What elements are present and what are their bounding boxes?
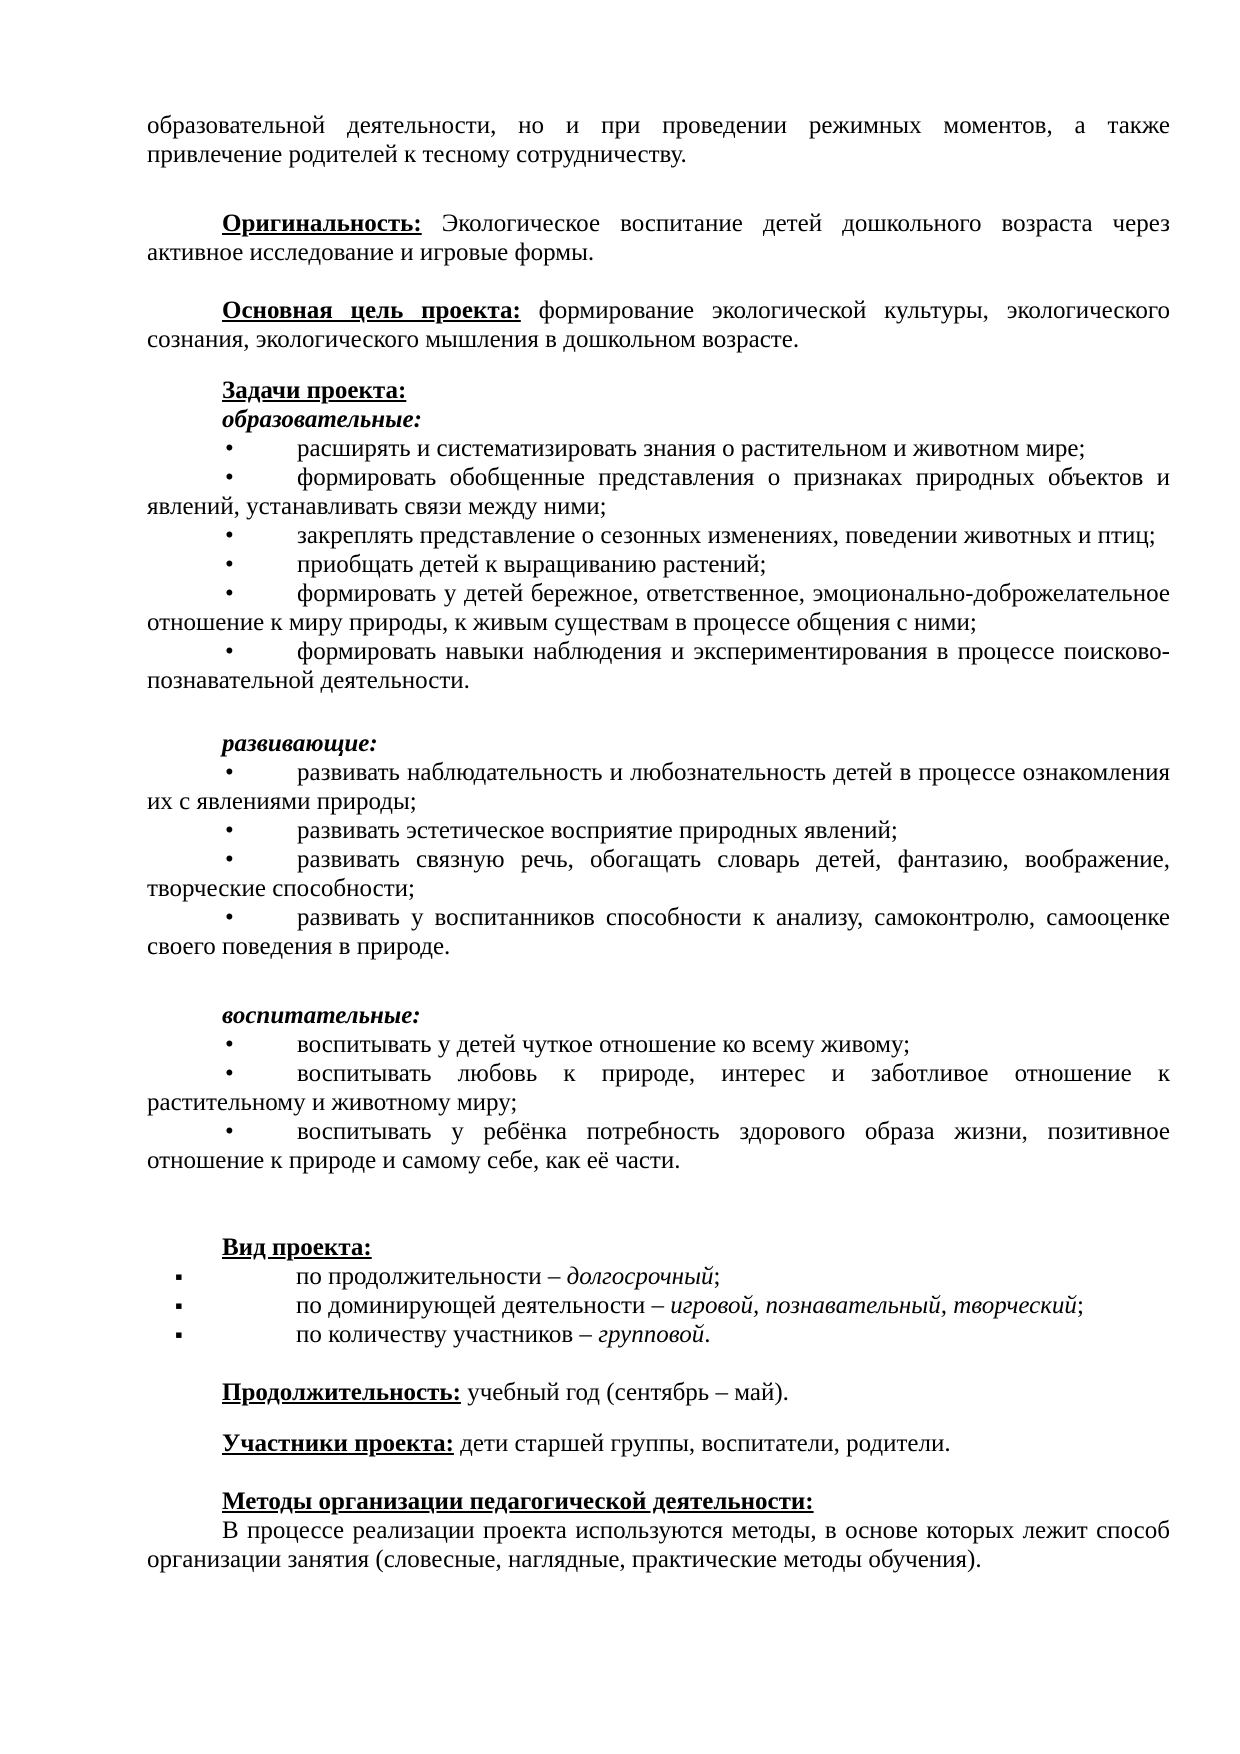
duration-paragraph [147,1378,1170,1407]
methods-paragraph: В процессе реализации проекта используются методы, в основе которых лежит способ организации занятия (словесные, наглядные, практические методы обучения). [147,1517,1170,1573]
task-item: • закреплять представление о сезонных изменениях, поведении животных и птиц; [225,522,1156,549]
project-type-heading: Вид проекта: [222,1234,372,1261]
task-item: • развивать эстетическое восприятие природных явлений; [225,817,898,844]
bullet-icon: • [225,904,234,931]
bullet-icon: • [225,817,234,844]
bullet-icon: • [225,522,234,549]
methods-heading: Методы организации педагогической деятельности: [222,1488,814,1515]
square-bullet-icon: ▪ [175,1264,183,1289]
participants-text: дети старшей группы, воспитатели, родители. [453,1430,951,1457]
bullet-icon: • [225,435,234,462]
duration-text: учебный год (сентябрь – май). [460,1379,789,1406]
main-goal-paragraph [147,296,1170,354]
task-item: • развивать связную речь, обогащать словарь детей, фантазию, воображение, творческие способности; [147,846,1170,902]
task-item: • формировать обобщенные представления о признаках природных объектов и явлений, устанавливать связи между ними; [147,464,1170,520]
originality-text: Экологическое воспитание детей дошкольного возраста через активное исследование и игровые формы. [147,210,1170,266]
originality-paragraph [147,209,1170,267]
bullet-icon: • [225,464,234,491]
task-item: • формировать у детей бережное, ответственное, эмоционально-доброжелательное отношение к миру природы, к живым существам в процессе общения с ними; [147,580,1170,636]
square-bullet-icon: ▪ [175,1293,183,1318]
bullet-icon: • [225,1118,234,1145]
task-item: • формировать навыки наблюдения и экспериментирования в процессе поисково-познавательной деятельности. [147,638,1170,694]
project-type-item: ▪ по доминирующей деятельности – игровой, познавательный, творческий; [175,1292,1084,1319]
bullet-icon: • [225,846,234,873]
task-item: • расширять и систематизировать знания о растительном и животном мире; [225,435,1086,462]
task-item: • развивать у воспитанников способности к анализу, самоконтролю, самооценке своего поведения в природе. [147,904,1170,960]
main-goal-text: формирование экологической культуры, экологического сознания, экологического мышления в дошкольном возрасте. [147,297,1170,353]
document-body [147,111,1170,1574]
participants-paragraph [147,1429,1170,1458]
bullet-icon: • [225,580,234,607]
tasks-heading: Задачи проекта: [222,377,407,404]
tasks-subheading-educational: образовательные: [222,406,422,433]
bullet-icon: • [225,1060,234,1087]
bullet-icon: • [225,759,234,786]
task-item: • воспитывать у ребёнка потребность здорового образа жизни, позитивное отношение к природе и самому себе, как её части. [147,1118,1170,1174]
task-item: • воспитывать любовь к природе, интерес и заботливое отношение к растительному и животному миру; [147,1060,1170,1116]
originality-label: Оригинальность: [222,210,422,237]
tasks-subheading-upbringing: воспитательные: [222,1002,421,1029]
task-item: • развивать наблюдательность и любознательность детей в процессе ознакомления их с явлениями природы; [147,759,1170,815]
bullet-icon: • [225,1031,234,1058]
participants-label: Участники проекта: [222,1430,454,1457]
bullet-icon: • [225,638,234,665]
project-type-item: ▪ по продолжительности – долгосрочный; [175,1263,721,1290]
continuation-paragraph: образовательной деятельности, но и при проведении режимных моментов, а также привлечение родителей к тесному сотрудничеству. [147,112,1170,168]
square-bullet-icon: ▪ [175,1322,183,1347]
task-item: • воспитывать у детей чуткое отношение ко всему живому; [225,1031,911,1058]
bullet-icon: • [225,551,234,578]
tasks-subheading-developing: развивающие: [222,730,378,757]
main-goal-label: Основная цель проекта: [222,297,521,324]
duration-label: Продолжительность: [222,1379,461,1406]
project-type-item: ▪ по количеству участников – групповой. [175,1321,711,1348]
task-item: • приобщать детей к выращиванию растений; [225,551,767,578]
